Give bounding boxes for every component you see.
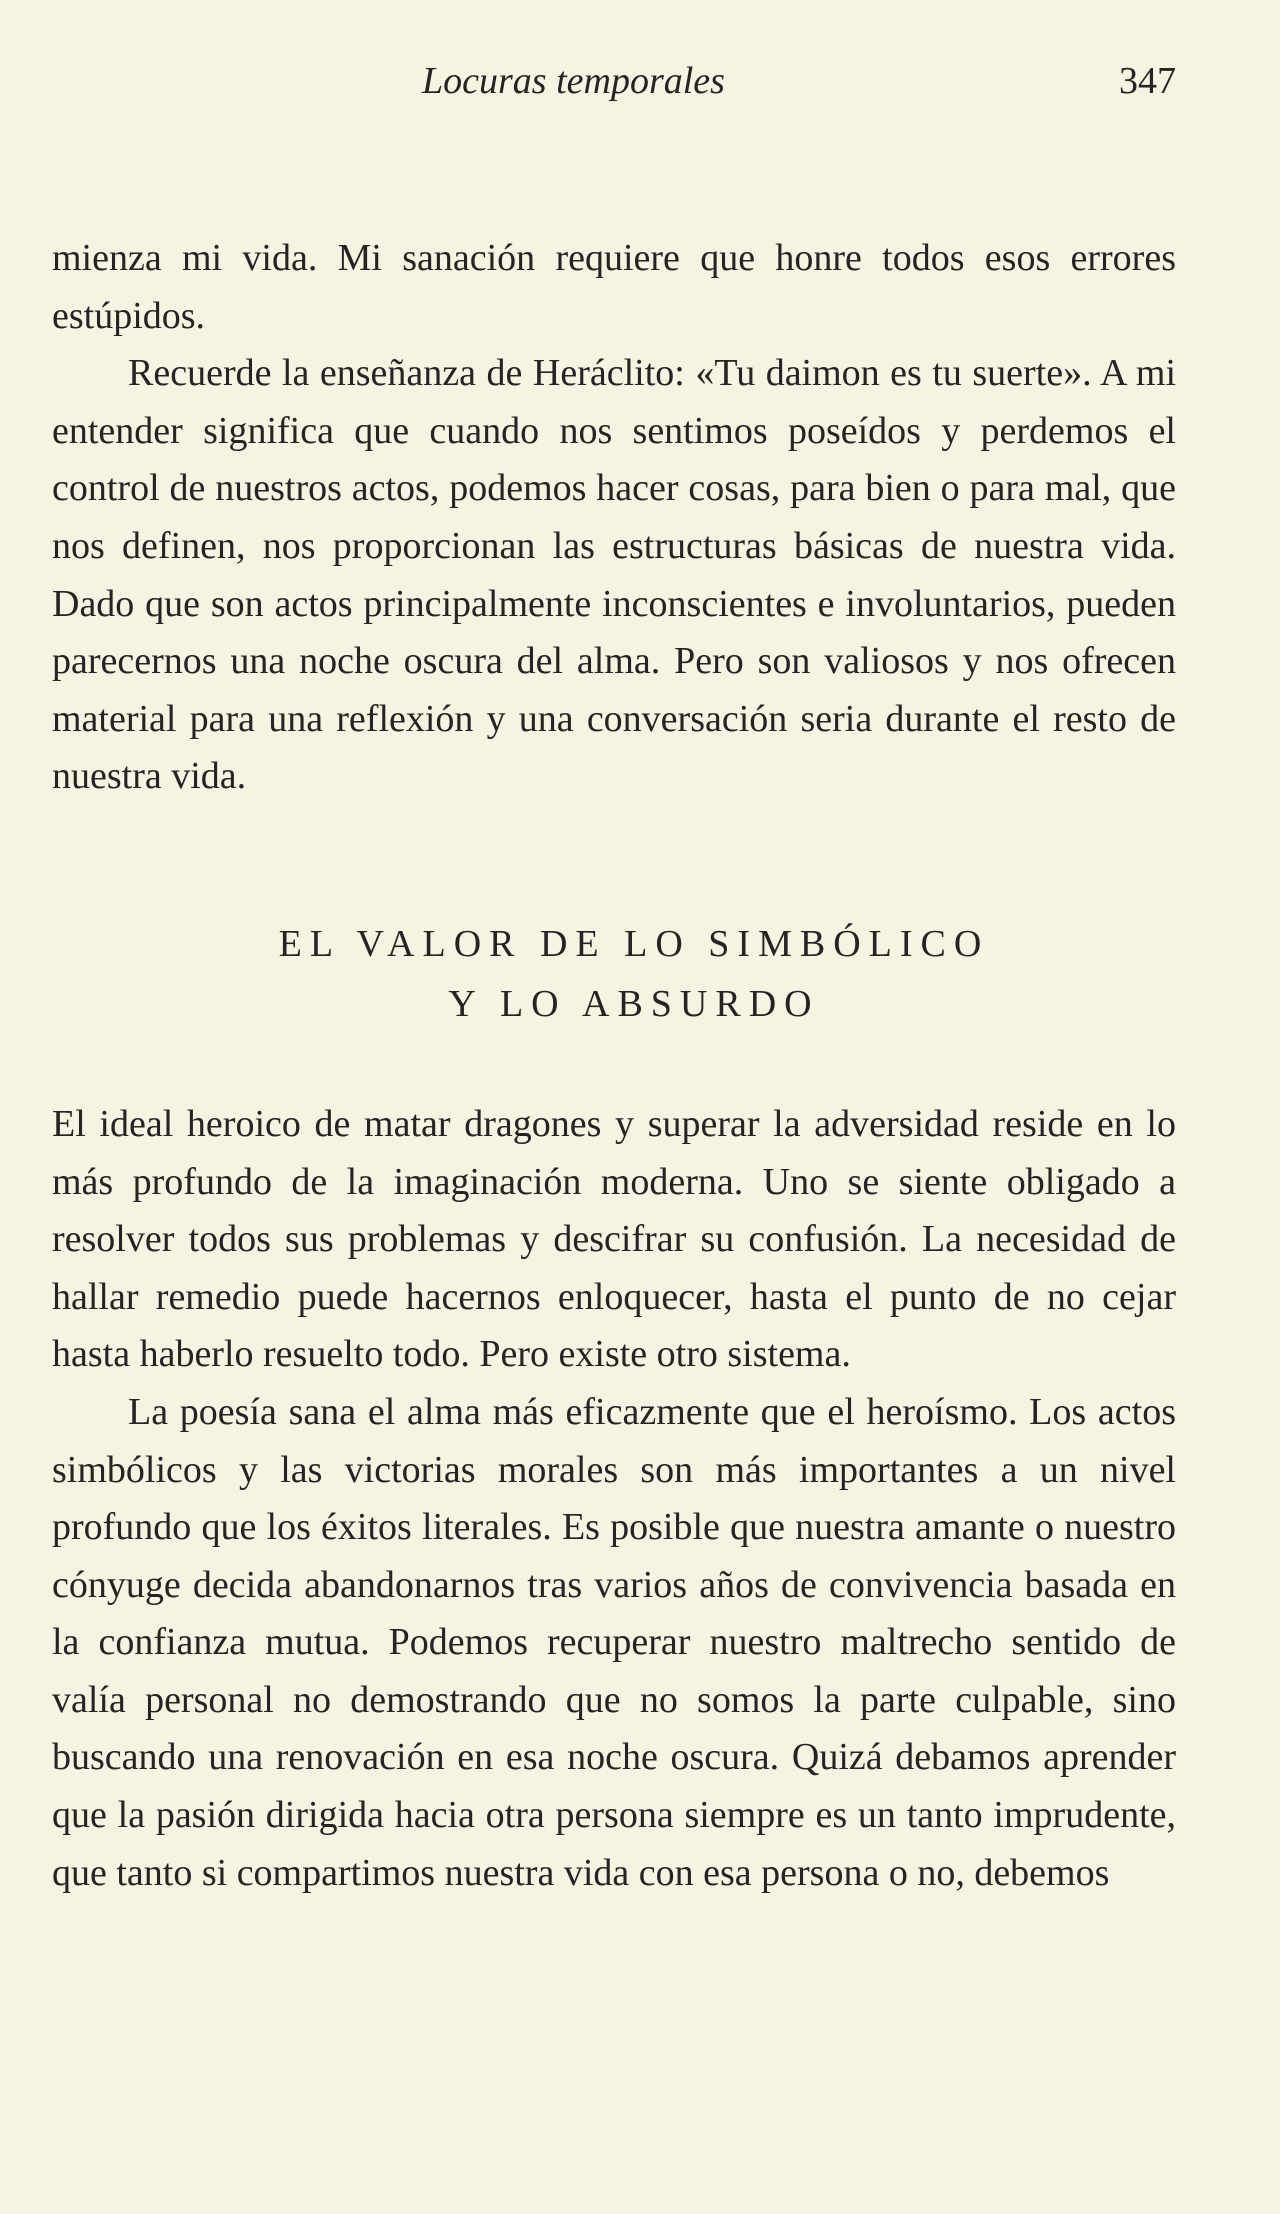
section-heading-line-1: EL VALOR DE LO SIMBÓLICO — [278, 922, 990, 965]
section-heading-line-2: Y LO ABSURDO — [448, 982, 820, 1025]
page-number: 347 — [1119, 60, 1176, 102]
paragraph-heroic-ideal: El ideal heroico de matar dragones y superar la adversidad reside en lo más profundo de la imaginación moderna. Uno se siente obligado a resolver todos sus problemas y descifrar su confusión. La necesidad de hallar remedio puede hacernos enloquecer, hasta el punto de no cejar hasta haberlo resuelto todo. Pero existe otro sistema. — [52, 1102, 1176, 1376]
paragraph-continued: mienza mi vida. Mi sanación requiere que honre todos esos errores estúpidos. — [52, 237, 1176, 337]
paragraph-poetry: La poesía sana el alma más eficazmente que el heroísmo. Los actos simbólicos y las victorias morales son más importantes a un nivel profundo que los éxitos literales. Es posible que nuestra amante o nuestro cónyuge decida abandonarnos tras varios años de convivencia basada en la confianza mutua. Podemos recuperar nuestro maltrecho sentido de valía personal no demostrando que no somos la parte culpable, sino buscando una renovación en esa noche oscura. Quizá debamos aprender que la pasión dirigida hacia otra persona siempre es un tanto imprudente, que tanto si compartimos nuestra vida con esa persona o no, debemos — [52, 1390, 1176, 1894]
page-body — [52, 230, 1176, 1902]
running-header — [52, 56, 1176, 106]
paragraph-heraclitus: Recuerde la enseñanza de Heráclito: «Tu daimon es tu suerte». A mi entender significa que cuando nos sentimos poseídos y perdemos el control de nuestros actos, podemos hacer cosas, para bien o para mal, que nos definen, nos proporcionan las estructuras básicas de nuestra vida. Dado que son actos principalmente inconscientes e involuntarios, pueden parecernos una noche oscura del alma. Pero son valiosos y nos ofrecen material para una reflexión y una conversación seria durante el resto de nuestra vida. — [52, 352, 1176, 798]
section-heading — [52, 914, 1176, 1034]
running-title: Locuras temporales — [422, 60, 725, 102]
